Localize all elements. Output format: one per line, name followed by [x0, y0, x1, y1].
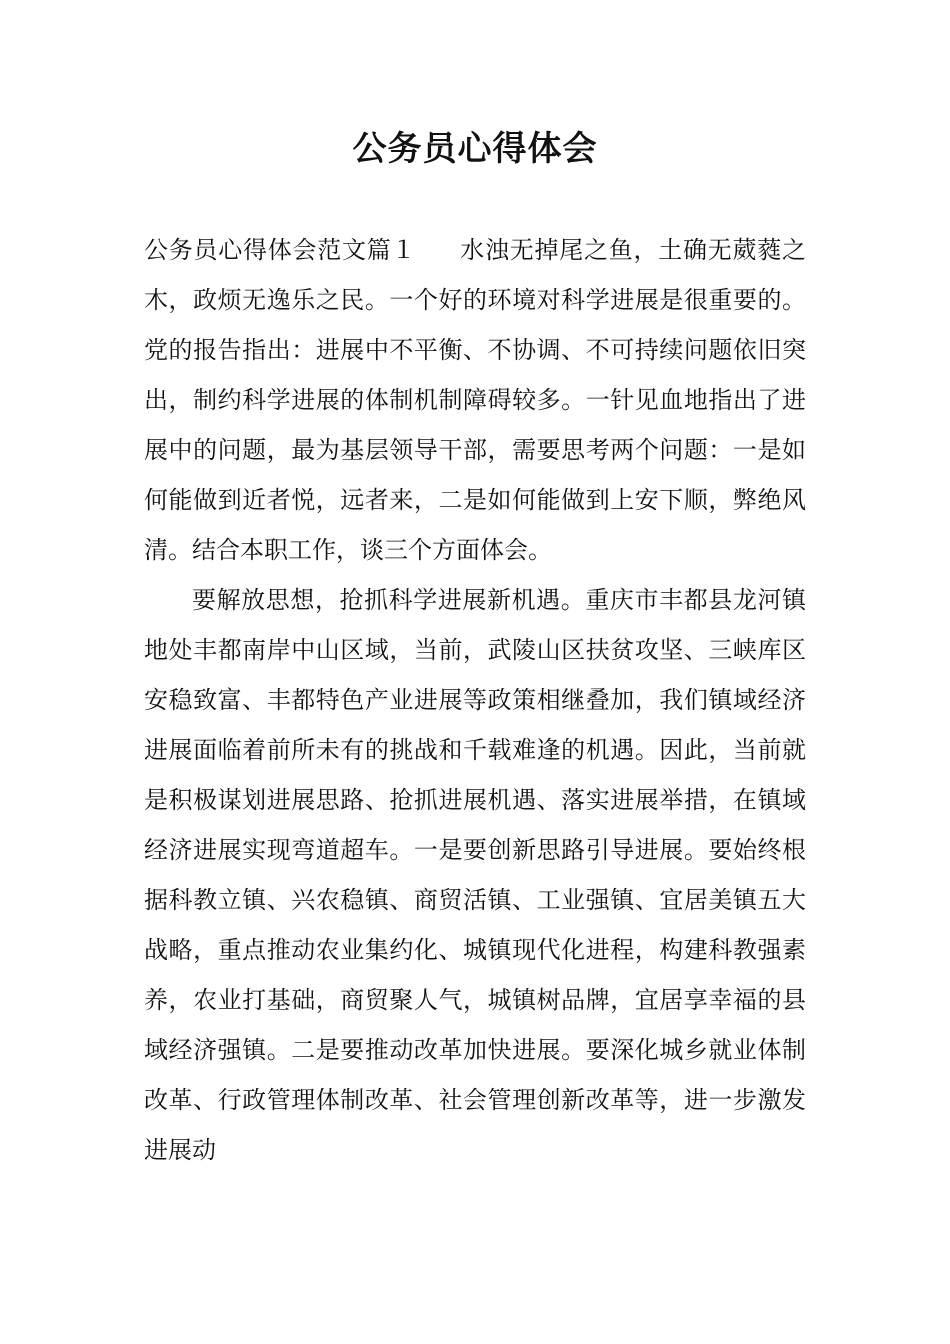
- section-heading: 公务员心得体会范文篇１: [144, 236, 417, 264]
- document-body: [144, 225, 806, 1175]
- paragraph-1: [144, 225, 806, 575]
- paragraph-2: 要解放思想，抢抓科学进展新机遇。重庆市丰都县龙河镇地处丰都南岸中山区域，当前，武陵山区扶贫攻坚、三峡库区安稳致富、丰都特色产业进展等政策相继叠加，我们镇域经济进展面临着前所未有的挑战和千载难逢的机遇。因此，当前就是积极谋划进展思路、抢抓进展机遇、落实进展举措，在镇域经济进展实现弯道超车。一是要创新思路引导进展。要始终根据科教立镇、兴农稳镇、商贸活镇、工业强镇、宜居美镇五大战略，重点推动农业集约化、城镇现代化进程，构建科教强素养，农业打基础，商贸聚人气，城镇树品牌，宜居享幸福的县域经济强镇。二是要推动改革加快进展。要深化城乡就业体制改革、行政管理体制改革、社会管理创新改革等，进一步激发进展动: [144, 586, 806, 1164]
- document-title: 公务员心得体会: [352, 129, 598, 169]
- paragraph-1-text: 水浊无掉尾之鱼，土确无葳蕤之木，政烦无逸乐之民。一个好的环境对科学进展是很重要的。党的报告指出：进展中不平衡、不协调、不可持续问题依旧突出，制约科学进展的体制机制障碍较多。一针见血地指出了进展中的问题，最为基层领导干部，需要思考两个问题：一是如何能做到近者悦，远者来，二是如何能做到上安下顺，弊绝风清。结合本职工作，谈三个方面体会。: [144, 236, 806, 564]
